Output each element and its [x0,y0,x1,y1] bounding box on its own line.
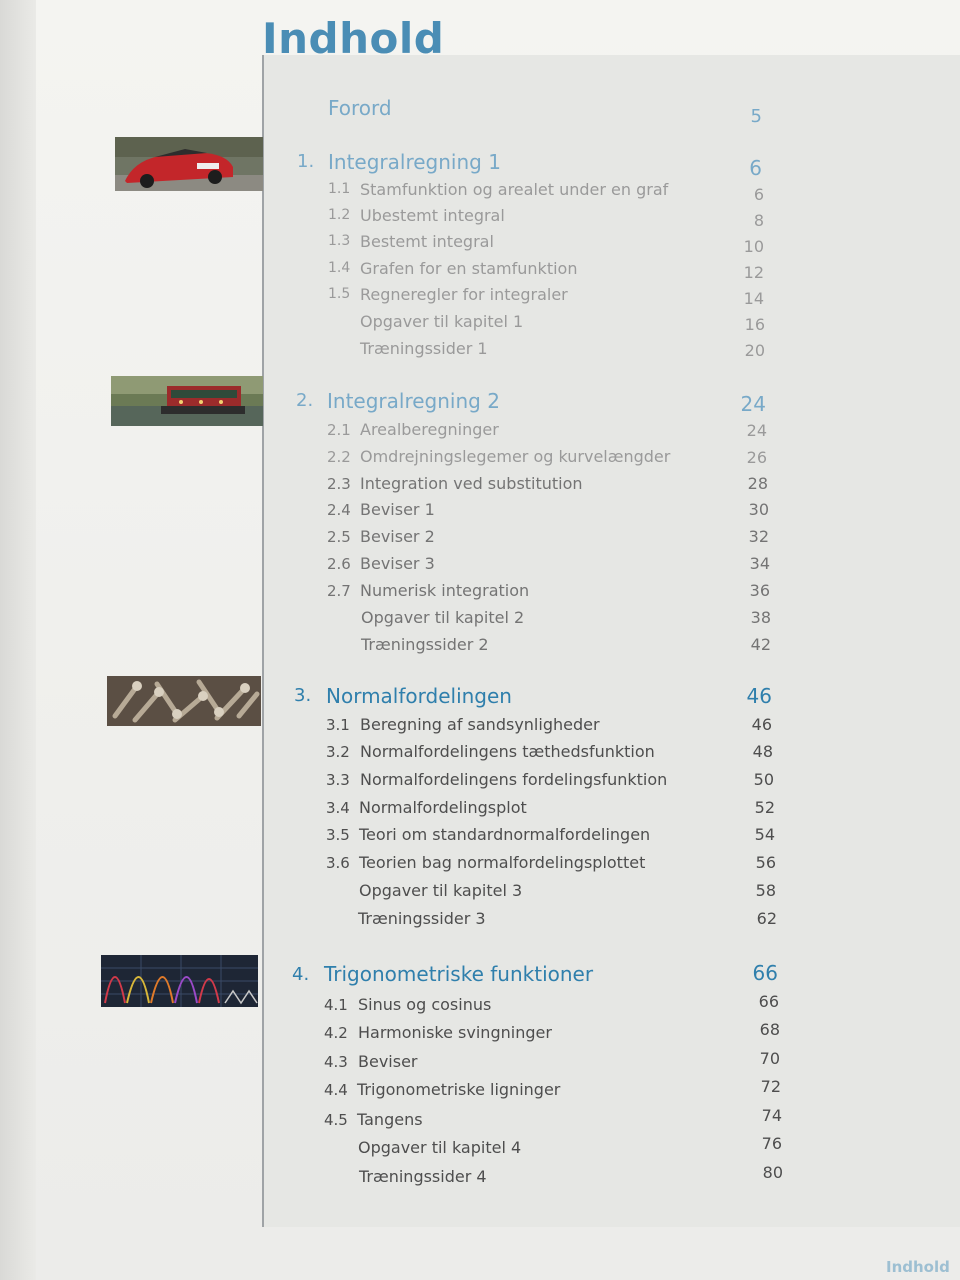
chapter-number: 3. [294,685,312,706]
section-title: Regneregler for integraler [360,285,568,304]
section-page: 34 [749,554,770,573]
section-title: Normalfordelingens fordelingsfunktion [360,770,668,789]
chapter-page: 6 [749,156,762,180]
toc-chapter-1[interactable] [0,150,960,180]
section-title: Bestemt integral [360,232,494,251]
chapter-title: Normalfordelingen [326,684,512,708]
toc-section[interactable] [0,500,960,530]
section-number: 3.6 [326,854,350,872]
section-page: 68 [759,1020,780,1039]
toc-section[interactable] [0,742,960,772]
section-title: Beviser 1 [360,500,435,519]
toc-foreword[interactable] [0,96,960,126]
toc-section[interactable] [0,1049,960,1082]
section-title: Omdrejningslegemer og kurvelængder [360,447,671,466]
section-page: 46 [751,715,772,734]
section-title: Ubestemt integral [360,206,505,225]
toc-chapter-2[interactable] [0,389,960,419]
chapter-title: Integralregning 1 [328,150,501,174]
section-page: 20 [744,341,765,360]
section-page: 58 [755,881,776,900]
toc-section[interactable] [0,1077,960,1110]
section-title: Grafen for en stamfunktion [360,259,578,278]
section-page: 8 [753,211,764,230]
section-number: 2.5 [327,528,351,546]
section-title: Integration ved substitution [360,474,583,493]
chapter-page: 24 [740,392,766,416]
section-page: 32 [748,527,769,546]
section-number: 2.6 [327,555,351,573]
section-number: 2.1 [327,421,351,439]
section-number: 1.4 [328,260,351,276]
section-number: 2.7 [327,582,351,600]
section-number: 3.4 [326,799,350,817]
toc-training[interactable] [0,909,960,939]
toc-exercises[interactable] [0,881,960,911]
toc-section[interactable] [0,232,960,262]
section-title: Teori om standardnormalfordelingen [359,825,651,844]
toc-chapter-3[interactable] [0,684,960,714]
section-title: Træningssider 1 [360,339,488,358]
toc-section[interactable] [0,853,960,883]
section-title: Trigonometriske ligninger [357,1080,561,1099]
toc-training[interactable] [0,339,960,369]
section-title: Stamfunktion og arealet under en graf [360,180,669,199]
section-title: Normalfordelingsplot [359,798,527,817]
section-page: 24 [746,421,767,440]
section-page: 80 [762,1163,783,1182]
section-page: 48 [752,742,773,761]
section-page: 10 [743,237,764,256]
chapter-title: Integralregning 2 [327,389,500,413]
section-page: 16 [744,315,765,334]
section-title: Beregning af sandsynligheder [360,715,600,734]
toc-section[interactable] [0,1106,960,1140]
toc-exercises[interactable] [0,608,960,638]
section-number: 2.2 [327,448,351,466]
section-page: 42 [750,635,771,654]
chapter-number: 2. [296,390,314,411]
section-page: 14 [743,289,764,308]
section-title: Opgaver til kapitel 4 [358,1138,522,1157]
section-title: Numerisk integration [360,581,530,600]
chapter-number: 1. [297,151,315,172]
toc-section[interactable] [0,825,960,855]
section-title: Arealberegninger [360,420,499,439]
section-page: 6 [753,185,764,204]
section-title: Beviser 2 [360,527,435,546]
section-number: 3.5 [326,826,350,844]
section-page: 26 [746,448,767,467]
section-page: 66 [758,992,779,1011]
toc-chapter-4[interactable] [0,962,960,992]
toc-section[interactable] [0,447,960,477]
toc-training[interactable] [0,1163,960,1197]
toc-section[interactable] [0,420,960,450]
section-page: 12 [743,263,764,282]
chapter-page: 66 [752,961,778,985]
section-page: 72 [760,1077,781,1096]
section-number: 4.4 [324,1081,348,1099]
section-title: Teorien bag normalfordelingsplottet [359,853,646,872]
section-number: 4.2 [324,1024,348,1042]
section-number: 1.1 [328,181,351,197]
section-number: 4.5 [324,1111,348,1129]
section-page: 54 [754,825,775,844]
section-number: 3.3 [326,771,350,789]
toc-section[interactable] [0,798,960,828]
section-page: 62 [756,909,777,928]
running-footer: Indhold [886,1258,950,1276]
section-page: 74 [761,1106,782,1125]
section-page: 30 [748,500,769,519]
section-title: Normalfordelingens tæthedsfunktion [360,742,655,761]
toc-section[interactable] [0,715,960,745]
section-number: 4.1 [324,996,348,1014]
section-number: 2.4 [327,501,351,519]
section-number: 1.3 [328,233,351,249]
chapter-number: 4. [292,964,310,985]
toc-section[interactable] [0,992,960,1025]
section-title: Tangens [357,1110,423,1129]
section-page: 76 [761,1134,782,1153]
section-number: 3.2 [326,743,350,761]
section-number: 4.3 [324,1053,348,1071]
toc-section[interactable] [0,770,960,800]
section-title: Træningssider 3 [358,909,486,928]
chapter-page: 46 [746,684,772,708]
toc-exercises[interactable] [0,1134,960,1168]
section-title: Træningssider 4 [359,1167,487,1186]
toc-section[interactable] [0,285,960,315]
foreword-page: 5 [750,106,762,127]
page-title: Indhold [262,14,445,63]
toc-training[interactable] [0,635,960,665]
section-page: 50 [753,770,774,789]
section-page: 52 [754,798,775,817]
section-title: Opgaver til kapitel 3 [359,881,523,900]
chapter-title: Trigonometriske funktioner [324,962,594,986]
toc-section[interactable] [0,554,960,584]
section-title: Opgaver til kapitel 1 [360,312,524,331]
section-title: Opgaver til kapitel 2 [361,608,525,627]
section-page: 36 [749,581,770,600]
section-number: 1.2 [328,207,351,223]
section-page: 56 [755,853,776,872]
section-number: 2.3 [327,475,351,493]
toc-section[interactable] [0,527,960,557]
toc-exercises[interactable] [0,312,960,342]
section-number: 1.5 [328,286,351,302]
section-title: Beviser [358,1052,418,1071]
section-number: 3.1 [326,716,350,734]
section-title: Træningssider 2 [361,635,489,654]
section-title: Harmoniske svingninger [358,1023,552,1042]
section-page: 70 [759,1049,780,1068]
section-title: Sinus og cosinus [358,995,492,1014]
section-page: 28 [747,474,768,493]
section-page: 38 [750,608,771,627]
toc-section[interactable] [0,1020,960,1053]
toc-section[interactable] [0,581,960,611]
foreword-label: Forord [328,96,392,120]
section-title: Beviser 3 [360,554,435,573]
